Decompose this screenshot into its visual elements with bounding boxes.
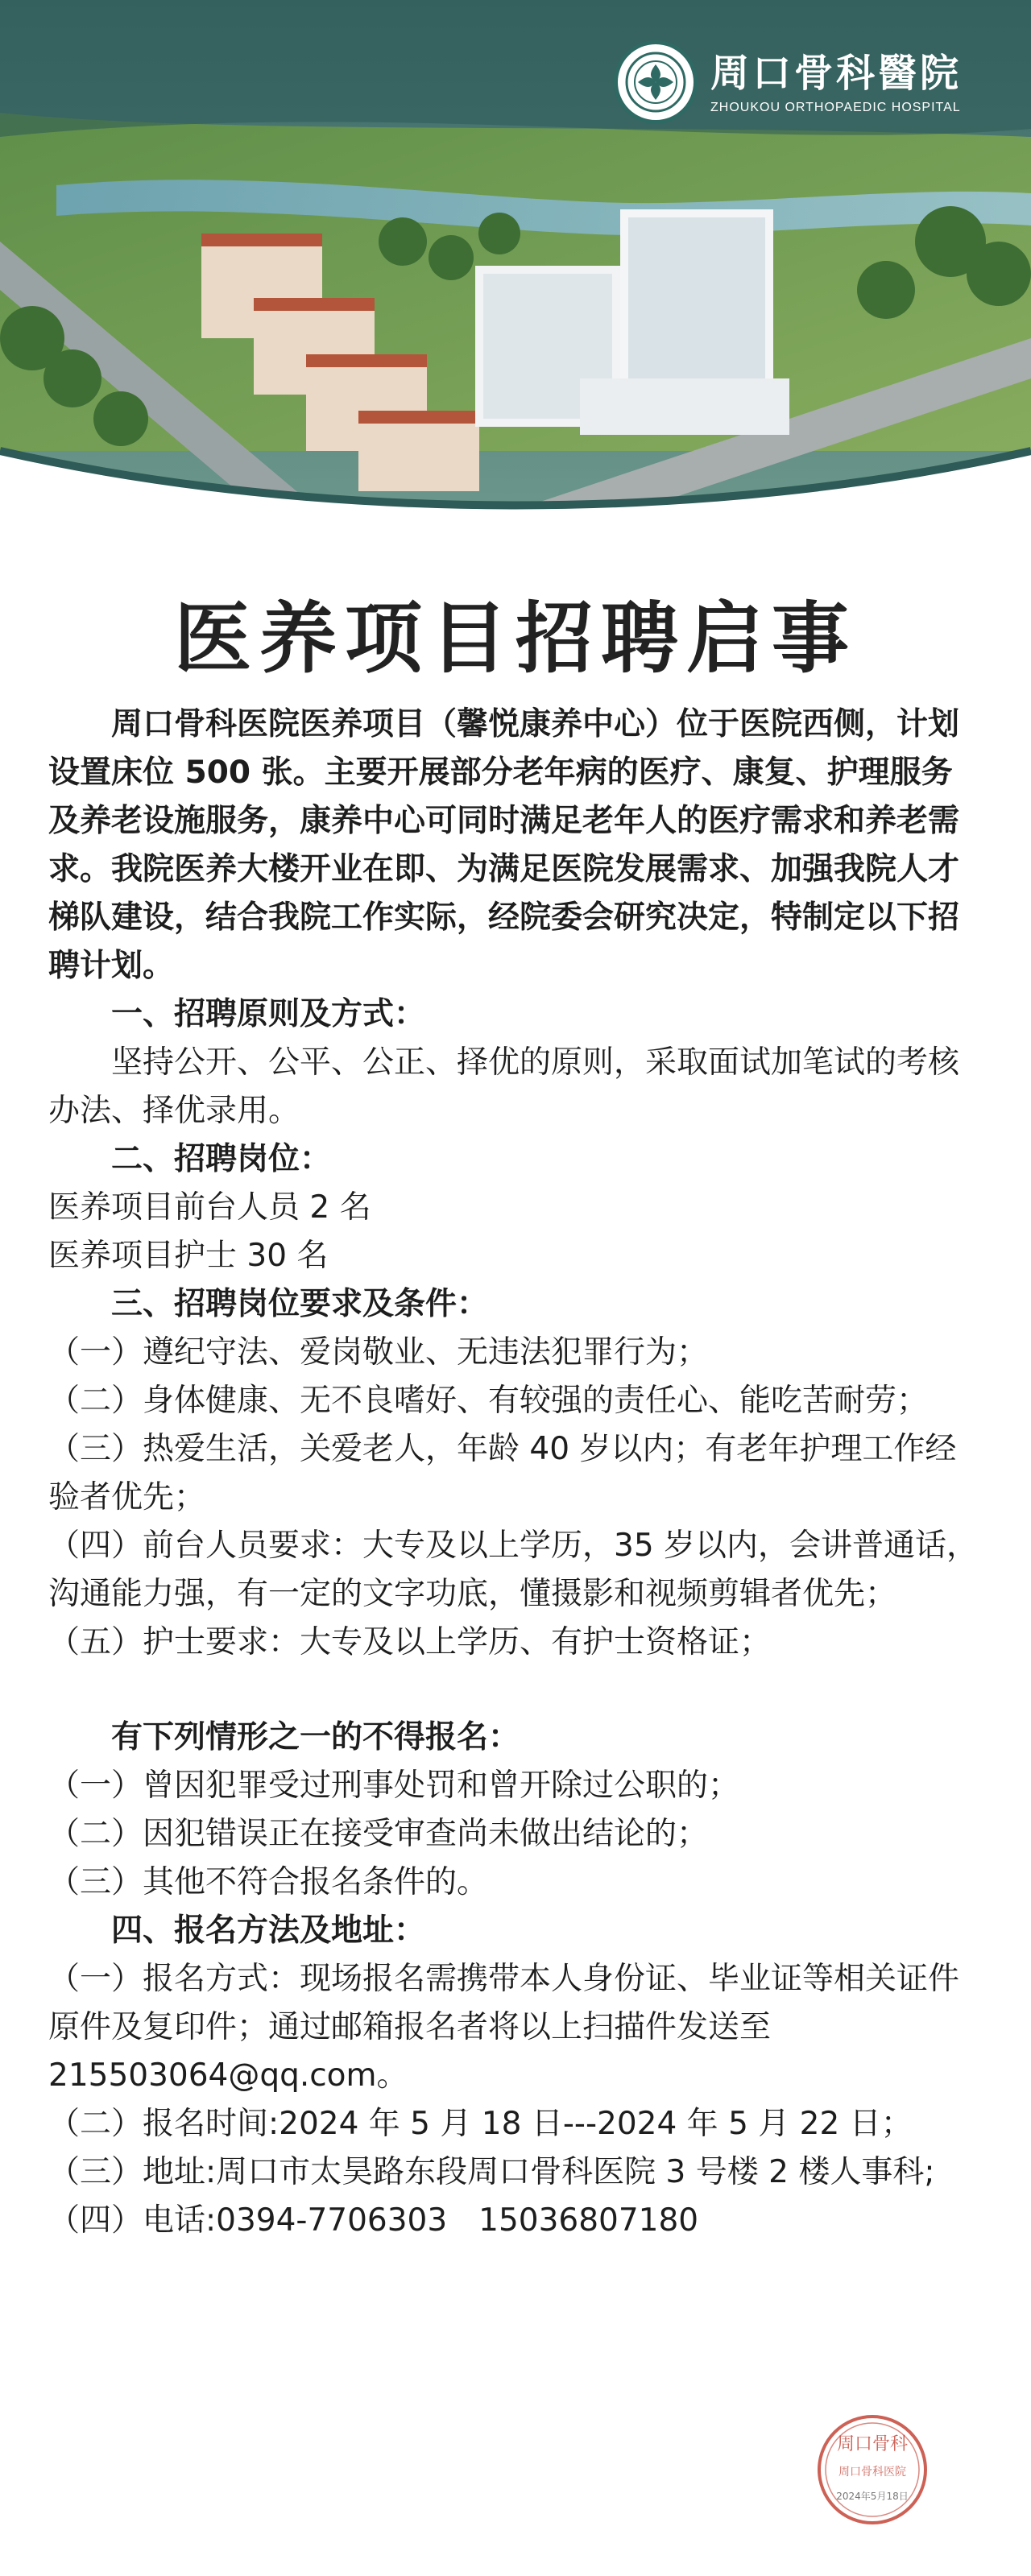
registration-item: （一）报名方式：现场报名需携带本人身份证、毕业证等相关证件原件及复印件；通过邮箱报名者将以上扫描件发送至215503064@qq.com。: [48, 1961, 960, 2094]
page-title: 医养项目招聘启事: [174, 593, 857, 684]
requirement-item: （三）热爱生活，关爱老人，年龄 40 岁以内；有老年护理工作经验者优先；: [48, 1431, 957, 1515]
exclusion-item: （一）曾因犯罪受过刑事处罚和曾开除过公职的；: [48, 1768, 740, 1804]
intro-paragraph: 周口骨科医院医养项目（馨悦康养中心）位于医院西侧，计划设置床位 500 张。主要开展部分老年病的医疗、康复、护理服务及养老设施服务，康养中心可同时满足老年人的医疗需求和养老需求。我院医养大楼开业在即、为满足医院发展需求、加强我院人才梯队建设，结合我院工作实际，经院委会研究决定，特制定以下招聘计划。: [48, 706, 960, 984]
hospital-emblem-icon: [614, 40, 698, 124]
registration-item: （四）电话:0394-7706303 15036807180: [48, 2202, 699, 2239]
position-item: 医养项目护士 30 名: [48, 1238, 329, 1274]
hero-banner: [0, 0, 1031, 556]
section-heading-positions: 二、招聘岗位：: [111, 1141, 332, 1177]
hospital-name-cn: 周口骨科醫院: [710, 51, 963, 96]
requirement-item: （二）身体健康、无不良嗜好、有较强的责任心、能吃苦耐劳；: [48, 1383, 929, 1419]
exclusion-item: （二）因犯错误正在接受审查尚未做出结论的；: [48, 1816, 709, 1852]
section-heading-exclusions: 有下列情形之一的不得报名：: [111, 1719, 520, 1755]
exclusion-item: （三）其他不符合报名条件的。: [48, 1864, 489, 1900]
hospital-name-en: ZHOUKOU ORTHOPAEDIC HOSPITAL: [710, 101, 961, 114]
hospital-logo: [614, 34, 962, 130]
registration-item: （三）地址:周口市太昊路东段周口骨科医院 3 号楼 2 楼人事科;: [48, 2154, 935, 2190]
position-item: 医养项目前台人员 2 名: [48, 1189, 371, 1226]
section-heading-requirements: 三、招聘岗位要求及条件：: [111, 1286, 489, 1322]
stamp-top-text: 周口骨科: [836, 2434, 909, 2454]
stamp-date-text: 2024年5月18日: [836, 2491, 909, 2502]
registration-item: （二）报名时间:2024 年 5 月 18 日---2024 年 5 月 22 日；: [48, 2106, 913, 2142]
official-seal-stamp: [812, 2409, 933, 2530]
recruitment-notice-body: [48, 701, 983, 2245]
requirement-item: （四）前台人员要求：大专及以上学历，35 岁以内，会讲普通话，沟通能力强，有一定的文字功底，懂摄影和视频剪辑者优先；: [48, 1528, 979, 1612]
requirement-item: （一）遵纪守法、爱岗敬业、无违法犯罪行为；: [48, 1334, 709, 1371]
requirement-item: （五）护士要求：大专及以上学历、有护士资格证；: [48, 1624, 772, 1660]
section-heading-registration: 四、报名方法及地址：: [111, 1912, 426, 1949]
principles-text: 坚持公开、公平、公正、择优的原则，采取面试加笔试的考核办法、择优录用。: [48, 1044, 960, 1129]
stamp-mid-text: 周口骨科医院: [838, 2466, 906, 2479]
spacer: [48, 1667, 983, 1714]
section-heading-principles: 一、招聘原则及方式：: [111, 996, 426, 1032]
